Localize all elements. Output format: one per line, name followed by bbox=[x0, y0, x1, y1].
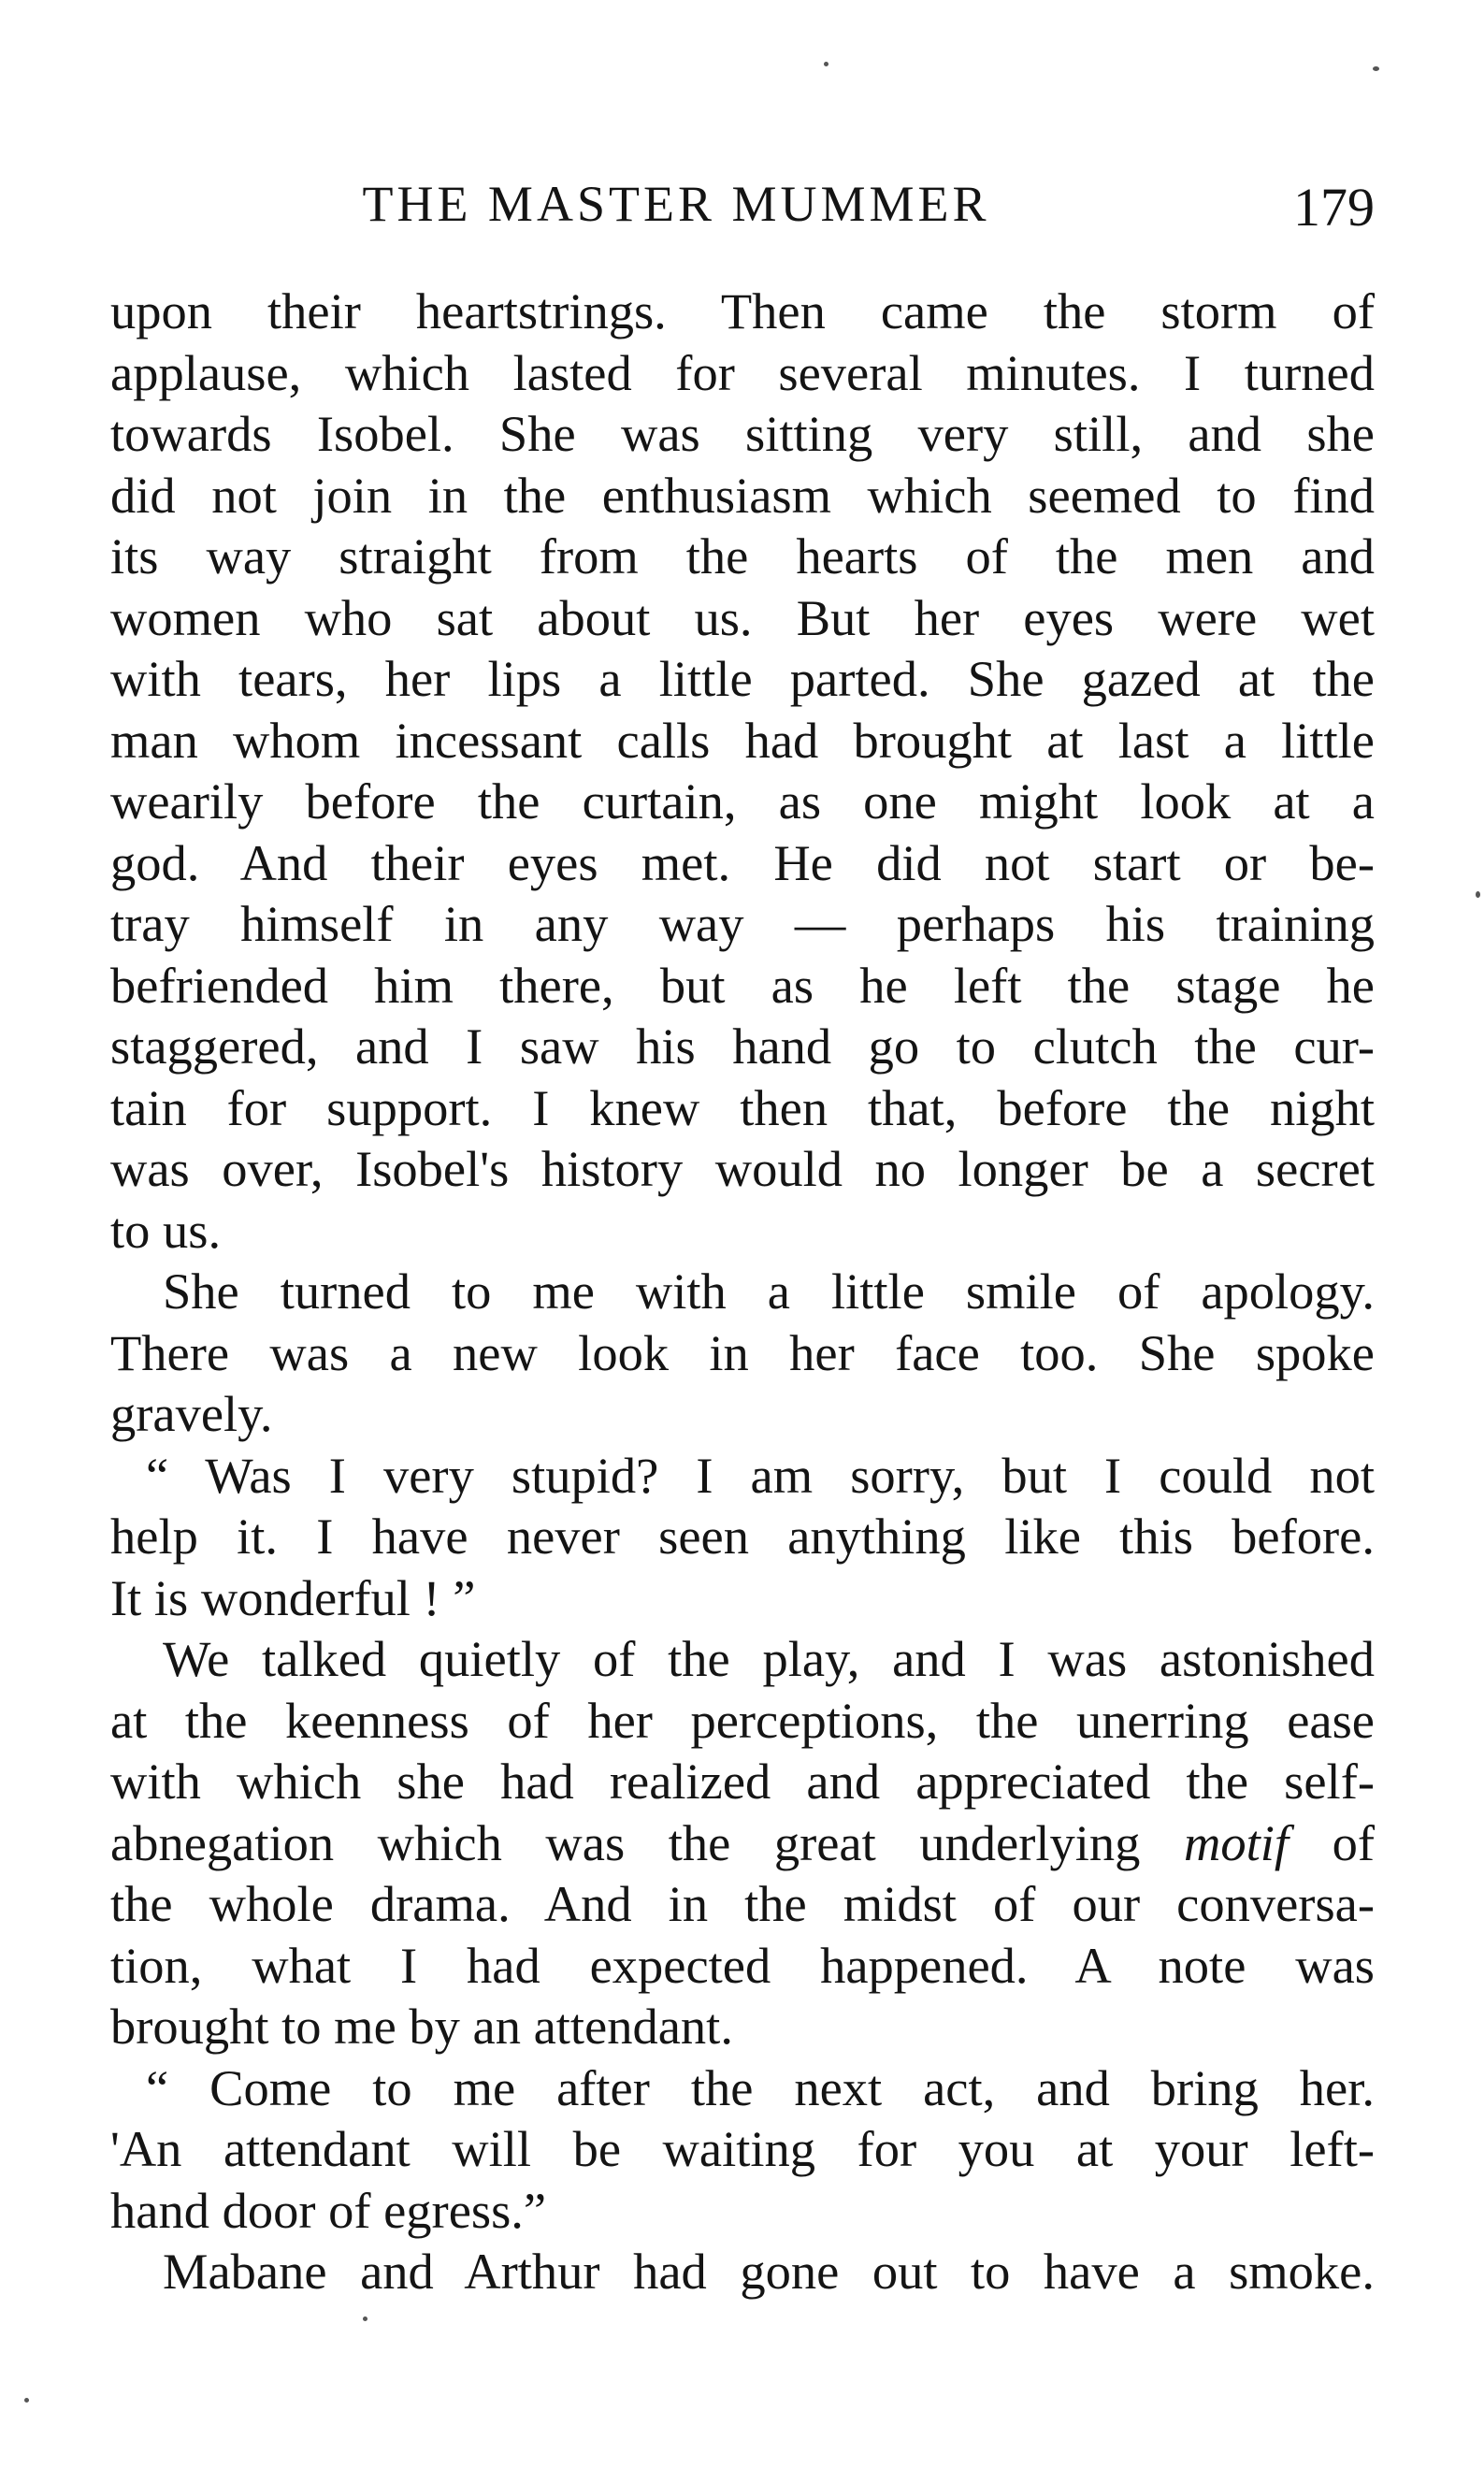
book-page bbox=[110, 0, 1375, 2468]
scan-speck bbox=[1476, 891, 1480, 898]
text-line: tray himself in any way — perhaps his training bbox=[110, 895, 1375, 952]
text-line: help it. I have never seen anything like this before. bbox=[110, 1508, 1375, 1565]
text-line bbox=[110, 1812, 1375, 1874]
text-line: to us. bbox=[110, 1201, 222, 1259]
scan-speck bbox=[363, 2316, 367, 2321]
text-line: There was a new look in her face too. She spoke bbox=[110, 1323, 1375, 1381]
text-line: man whom incessant calls had brought at last a little bbox=[110, 711, 1375, 769]
text-line: gravely. bbox=[110, 1385, 273, 1442]
text-line: women who sat about us. But her eyes were wet bbox=[110, 588, 1375, 646]
text-line: Mabane and Arthur had gone out to have a smoke. bbox=[163, 2243, 1375, 2300]
text-line: “ Was I very stupid? I am sorry, but I could not bbox=[146, 1446, 1375, 1504]
text-segment: abnegation which was the great underlying bbox=[110, 1813, 1141, 1871]
text-segment: of bbox=[1332, 1813, 1376, 1871]
text-line: We talked quietly of the play, and I was astonished bbox=[163, 1630, 1375, 1687]
text-line: tion, what I had expected happened. A note was bbox=[110, 1936, 1375, 1994]
text-line: its way straight from the hearts of the men and bbox=[110, 527, 1375, 585]
running-title: THE MASTER MUMMER bbox=[362, 176, 990, 232]
text-line: with which she had realized and appreciated the self- bbox=[110, 1753, 1375, 1810]
text-line: wearily before the curtain, as one might look at a bbox=[110, 772, 1375, 830]
text-line: was over, Isobel's history would no longer be a secret bbox=[110, 1140, 1375, 1197]
scan-speck bbox=[1373, 66, 1379, 71]
text-line: towards Isobel. She was sitting very still, and she bbox=[110, 405, 1375, 462]
text-line: “ Come to me after the next act, and bring her. bbox=[146, 2058, 1375, 2116]
text-line: tain for support. I knew then that, before the night bbox=[110, 1078, 1375, 1136]
italic-word: motif bbox=[1184, 1813, 1289, 1871]
text-line: the whole drama. And in the midst of our conversa- bbox=[110, 1875, 1375, 1932]
text-line: staggered, and I saw his hand go to clutch the cur- bbox=[110, 1018, 1375, 1075]
text-line: hand door of egress.” bbox=[110, 2181, 547, 2239]
text-line: upon their heartstrings. Then came the storm of bbox=[110, 282, 1375, 339]
page-number: 179 bbox=[1293, 177, 1375, 238]
text-line: applause, which lasted for several minutes. I turned bbox=[110, 343, 1375, 401]
scan-speck bbox=[24, 2398, 29, 2403]
text-line: at the keenness of her perceptions, the unerring ease bbox=[110, 1691, 1375, 1749]
text-line: brought to me by an attendant. bbox=[110, 1998, 733, 2055]
text-line: It is wonderful ! ” bbox=[110, 1568, 476, 1626]
running-header bbox=[110, 166, 1375, 241]
text-line: She turned to me with a little smile of apology. bbox=[163, 1263, 1375, 1320]
scan-speck bbox=[824, 62, 828, 66]
text-line: god. And their eyes met. He did not start or be- bbox=[110, 833, 1375, 891]
text-line: did not join in the enthusiasm which seemed to find bbox=[110, 466, 1375, 524]
text-line: with tears, her lips a little parted. She gazed at the bbox=[110, 650, 1375, 707]
text-line: 'An attendant will be waiting for you at your left- bbox=[110, 2120, 1375, 2177]
text-line: befriended him there, but as he left the stage he bbox=[110, 956, 1375, 1014]
body-text bbox=[110, 281, 1375, 2302]
